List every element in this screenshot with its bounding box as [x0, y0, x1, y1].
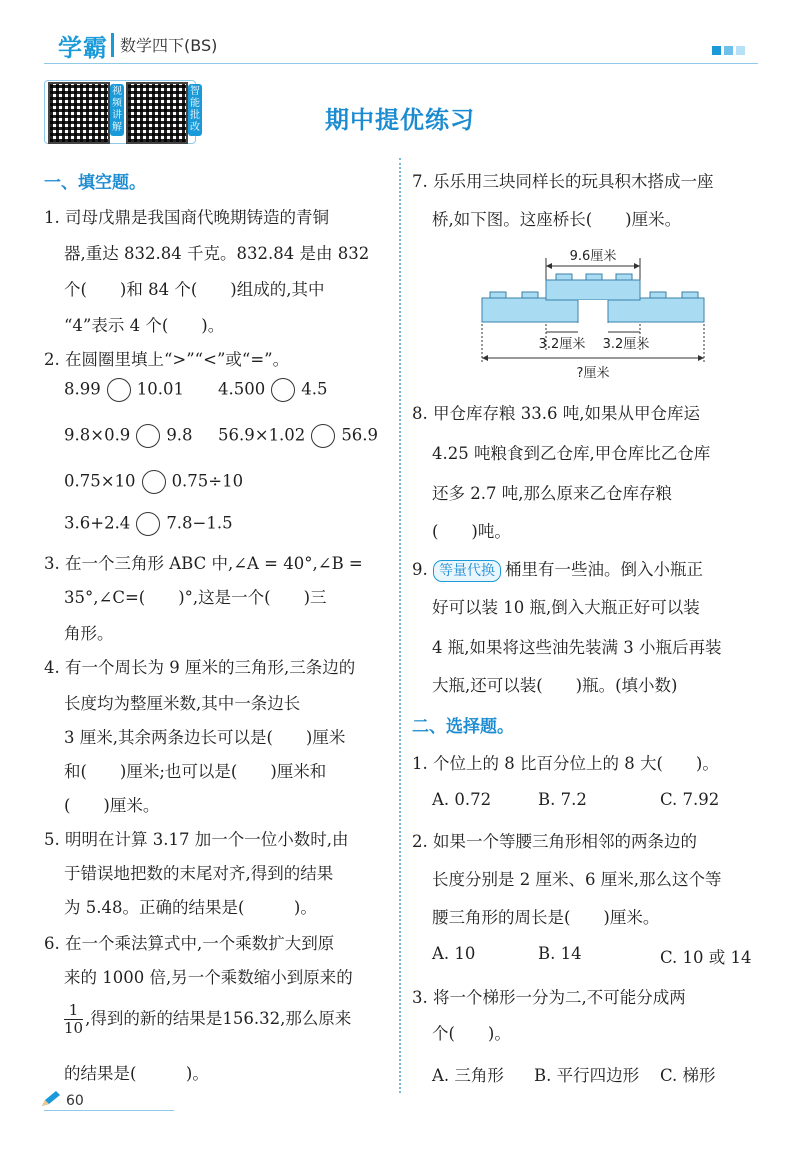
- compare-left: 56.9×1.02: [218, 425, 306, 445]
- q1-line: “4”表示 4 个( )。: [64, 316, 225, 335]
- q2-row: [218, 424, 378, 448]
- compare-left: 3.6+2.4: [64, 513, 131, 533]
- deco-square: [736, 46, 745, 55]
- header-rule: [44, 63, 758, 64]
- option-c[interactable]: C. 梯形: [660, 1066, 716, 1085]
- stud: [522, 292, 538, 298]
- pencil-icon: [40, 1090, 62, 1108]
- option-a[interactable]: A. 10: [432, 944, 476, 963]
- q8-line: 8. 甲仓库存粮 33.6 吨,如果从甲仓库运: [412, 404, 700, 423]
- q3-line: 角形。: [64, 624, 114, 643]
- c3-line: 3. 将一个梯形一分为二,不可能分成两: [412, 988, 686, 1007]
- compare-right: 0.75÷10: [171, 471, 244, 491]
- arrow-head: [698, 355, 704, 361]
- compare-circle[interactable]: [142, 470, 166, 494]
- compare-circle[interactable]: [136, 424, 160, 448]
- q2-row: [64, 378, 184, 402]
- compare-circle[interactable]: [136, 512, 160, 536]
- arrow-head: [546, 263, 552, 269]
- q4-line: 3 厘米,其余两条边长可以是( )厘米: [64, 728, 346, 747]
- q9-line: 4 瓶,如果将这些油先装满 3 小瓶后再装: [432, 638, 722, 657]
- q3-line: 35°,∠C=( )°,这是一个( )三: [64, 588, 327, 607]
- q5-line: 为 5.48。正确的结果是( )。: [64, 898, 317, 917]
- compare-right: 10.01: [136, 379, 184, 399]
- column-divider: [399, 158, 401, 1093]
- q3-line: 3. 在一个三角形 ABC 中,∠A = 40°,∠B =: [44, 554, 363, 573]
- q7-line: 桥,如下图。这座桥长( )厘米。: [432, 210, 682, 229]
- qr-code-video[interactable]: [48, 82, 110, 144]
- compare-circle[interactable]: [107, 378, 131, 402]
- bridge-gap: [578, 300, 608, 323]
- q8-line: ( )吨。: [432, 522, 511, 541]
- q8-line: 4.25 吨粮食到乙仓库,甲仓库比乙仓库: [432, 444, 711, 463]
- q9-line: [412, 556, 703, 582]
- stud: [650, 292, 666, 298]
- option-b[interactable]: B. 7.2: [538, 790, 587, 809]
- compare-right: 7.8−1.5: [166, 513, 233, 533]
- compare-circle[interactable]: [271, 378, 295, 402]
- page-number: 60: [66, 1093, 84, 1109]
- q4-line: 和( )厘米;也可以是( )厘米和: [64, 762, 327, 781]
- q2-row: [64, 512, 233, 536]
- q8-line: 还多 2.7 吨,那么原来乙仓库存粮: [432, 484, 672, 503]
- stud: [556, 274, 572, 280]
- page-title: 期中提优练习: [325, 106, 475, 134]
- stud: [616, 274, 632, 280]
- q1-line: 1. 司母戊鼎是我国商代晚期铸造的青铜: [44, 208, 329, 227]
- compare-left: 4.500: [218, 379, 266, 399]
- c1-line: 1. 个位上的 8 比百分位上的 8 大( )。: [412, 754, 719, 773]
- option-b[interactable]: B. 平行四边形: [534, 1066, 640, 1085]
- stud: [490, 292, 506, 298]
- q1-line: 个( )和 84 个( )组成的,其中: [64, 280, 325, 299]
- stud: [682, 292, 698, 298]
- logo-separator: [111, 33, 114, 57]
- q1-line: 器,重达 832.84 千克。832.84 是由 832: [64, 244, 370, 263]
- stud: [586, 274, 602, 280]
- option-c[interactable]: C. 7.92: [660, 790, 720, 809]
- c2-line: 2. 如果一个等腰三角形相邻的两条边的: [412, 832, 697, 851]
- fraction-denominator: 10: [64, 1019, 84, 1037]
- method-tag: 等量代换: [433, 560, 501, 582]
- right-overlap-label: 3.2厘米: [602, 337, 650, 352]
- q6-line: 6. 在一个乘法算式中,一个乘数扩大到原: [44, 934, 335, 953]
- q2-row: [218, 378, 328, 402]
- compare-left: 0.75×10: [64, 471, 136, 491]
- compare-left: 9.8×0.9: [64, 425, 131, 445]
- option-a[interactable]: A. 三角形: [432, 1066, 504, 1085]
- qr-code-grading[interactable]: [126, 82, 188, 144]
- deco-square: [712, 46, 721, 55]
- qr-label-video: 视频讲解: [110, 84, 124, 136]
- q2-row: [64, 470, 243, 494]
- bridge-diagram: [470, 240, 720, 385]
- fraction: [64, 1002, 83, 1037]
- q9-line: 好可以装 10 瓶,倒入大瓶正好可以装: [432, 598, 700, 617]
- c3-line: 个( )。: [432, 1024, 511, 1043]
- q2-row: [64, 424, 193, 448]
- q6-fraction-line: [64, 1002, 351, 1037]
- q6-line: 的结果是( )。: [64, 1064, 209, 1083]
- compare-right: 9.8: [166, 425, 193, 445]
- top-block: [546, 280, 640, 300]
- compare-left: 8.99: [64, 379, 101, 399]
- compare-right: 4.5: [301, 379, 328, 399]
- option-b[interactable]: B. 14: [538, 944, 582, 963]
- compare-circle[interactable]: [311, 424, 335, 448]
- option-a[interactable]: A. 0.72: [432, 790, 492, 809]
- q9-line: 大瓶,还可以装( )瓶。(填小数): [432, 676, 678, 695]
- fraction-numerator: 1: [64, 1002, 83, 1020]
- deco-square: [724, 46, 733, 55]
- arrow-head: [634, 263, 640, 269]
- c2-line: 腰三角形的周长是( )厘米。: [432, 908, 660, 927]
- q4-line: 长度均为整厘米数,其中一条边长: [64, 694, 301, 713]
- q9-text: 桶里有一些油。倒入小瓶正: [505, 560, 703, 579]
- q5-line: 5. 明明在计算 3.17 加一个一位小数时,由: [44, 830, 349, 849]
- total-length-label: ?厘米: [576, 366, 610, 381]
- q6-line: ,得到的新的结果是156.32,那么原来: [85, 1009, 352, 1028]
- compare-right: 56.9: [341, 425, 379, 445]
- qr-label-grading: 智能批改: [188, 84, 202, 136]
- section-fill-heading: 一、填空题。: [44, 173, 146, 193]
- top-length-label: 9.6厘米: [569, 249, 617, 264]
- book-title: 数学四下(BS): [120, 36, 218, 55]
- q7-line: 7. 乐乐用三块同样长的玩具积木搭成一座: [412, 172, 714, 191]
- arrow-head: [482, 355, 488, 361]
- brand-logo: 学霸: [58, 34, 108, 62]
- q2-heading: 2. 在圆圈里填上“>”“<”或“=”。: [44, 350, 290, 369]
- q4-line: 4. 有一个周长为 9 厘米的三角形,三条边的: [44, 658, 356, 677]
- q4-line: ( )厘米。: [64, 796, 160, 815]
- section-choice-heading: 二、选择题。: [412, 717, 514, 737]
- option-c[interactable]: C. 10 或 14: [660, 948, 752, 967]
- q6-line: 来的 1000 倍,另一个乘数缩小到原来的: [64, 968, 353, 987]
- footer-rule: [44, 1110, 174, 1111]
- c2-line: 长度分别是 2 厘米、6 厘米,那么这个等: [432, 870, 722, 889]
- q5-line: 于错误地把数的末尾对齐,得到的结果: [64, 864, 334, 883]
- left-overlap-label: 3.2厘米: [538, 337, 586, 352]
- q9-number: 9.: [412, 560, 428, 579]
